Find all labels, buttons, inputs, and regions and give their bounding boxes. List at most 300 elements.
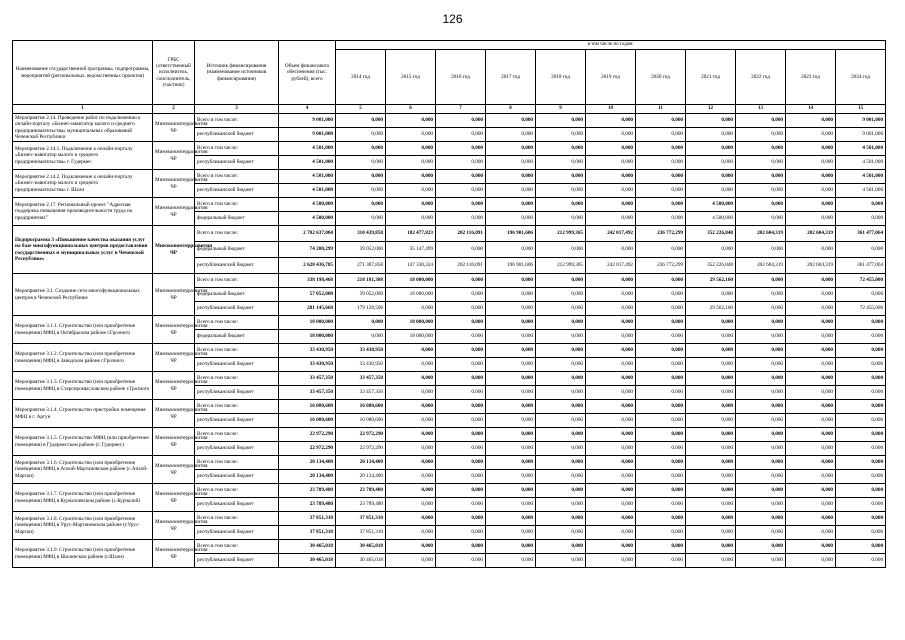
- year-amount: 33 430,950: [336, 344, 386, 358]
- year-amount: 0,000: [786, 242, 836, 258]
- row-title: Мероприятие 2.14. Проведение работ по подключению к онлайн-порталу «Бизнес-навигатор малого и среднего предпринимательства» муниципальных образований Чеченской Республики: [13, 114, 153, 142]
- year-amount: 0,000: [486, 242, 536, 258]
- column-number: 3: [195, 105, 279, 114]
- year-amount: 212 999,365: [536, 226, 586, 242]
- funding-source: республиканский бюджет: [195, 498, 279, 512]
- funding-source: республиканский бюджет: [195, 442, 279, 456]
- year-amount: 0,000: [636, 358, 686, 372]
- row-grbs: Минэкономтерразвития ЧР: [153, 226, 195, 274]
- year-amount: 0,000: [436, 316, 486, 330]
- year-amount: 0,000: [486, 554, 536, 568]
- year-amount: 0,000: [686, 170, 736, 184]
- year-amount: 0,000: [786, 470, 836, 484]
- year-amount: 0,000: [386, 498, 436, 512]
- row-grbs: Минэкономтерразвития ЧР: [153, 400, 195, 428]
- year-amount: 16 080,600: [336, 414, 386, 428]
- year-amount: 0,000: [486, 184, 536, 198]
- year-amount: 0,000: [836, 414, 886, 428]
- year-amount: 35 147,499: [386, 242, 436, 258]
- year-amount: 0,000: [486, 358, 536, 372]
- row-title: Подпрограмма 3 «Повышение качества оказания услуг на базе многофункциональных центров предоставления государственных и муниципальных услуг в Чеченской Республике»: [13, 226, 153, 274]
- year-amount: 0,000: [486, 128, 536, 142]
- page-number: 126: [442, 12, 463, 26]
- year-amount: 0,000: [736, 114, 786, 128]
- year-amount: 0,000: [586, 142, 636, 156]
- row-grbs: Минэкономтерразвития ЧР: [153, 344, 195, 372]
- year-amount: 0,000: [386, 428, 436, 442]
- table-row: [13, 456, 886, 470]
- year-amount: 0,000: [586, 428, 636, 442]
- year-amount: 0,000: [436, 142, 486, 156]
- funding-source: республиканский бюджет: [195, 526, 279, 540]
- year-amount: 0,000: [636, 512, 686, 526]
- year-amount: 0,000: [436, 498, 486, 512]
- year-amount: 23 789,480: [336, 498, 386, 512]
- year-amount: 0,000: [436, 288, 486, 302]
- year-amount: 72 455,000: [836, 274, 886, 288]
- year-amount: 0,000: [786, 456, 836, 470]
- row-title: Мероприятие 3.1.8. Строительство (или приобретение помещения) МФЦ в Урус-Мартановском районе (г.Урус-Мартан): [13, 512, 153, 540]
- total-amount: 4 500,000: [279, 212, 336, 226]
- year-amount: 0,000: [386, 554, 436, 568]
- year-amount: 0,000: [436, 358, 486, 372]
- year-amount: 0,000: [686, 242, 736, 258]
- year-amount: 0,000: [536, 456, 586, 470]
- year-amount: 179 128,508: [336, 302, 386, 316]
- year-amount: 0,000: [436, 114, 486, 128]
- year-amount: 4 501,000: [836, 184, 886, 198]
- table-row: [13, 142, 886, 156]
- year-amount: 0,000: [636, 302, 686, 316]
- year-amount: 0,000: [786, 484, 836, 498]
- year-amount: 9 001,000: [836, 114, 886, 128]
- column-number: 5: [336, 105, 386, 114]
- total-amount: 23 789,480: [279, 498, 336, 512]
- year-amount: 0,000: [836, 554, 886, 568]
- year-amount: 242 017,492: [586, 258, 636, 274]
- total-amount: 2 628 436,785: [279, 258, 336, 274]
- year-amount: 0,000: [536, 498, 586, 512]
- year-amount: 0,000: [436, 128, 486, 142]
- year-amount: 37 851,310: [336, 512, 386, 526]
- year-amount: 0,000: [386, 386, 436, 400]
- year-amount: 0,000: [686, 498, 736, 512]
- year-amount: 0,000: [536, 156, 586, 170]
- row-title: Мероприятие 3.1.5. Строительство МФЦ (или приобретение помещения) в Гудермесском районе (г. Гудермес): [13, 428, 153, 456]
- total-amount: 281 145,668: [279, 302, 336, 316]
- year-amount: 0,000: [386, 540, 436, 554]
- year-amount: 0,000: [386, 442, 436, 456]
- funding-source: Всего в том числе:: [195, 274, 279, 288]
- year-amount: 0,000: [586, 456, 636, 470]
- year-amount: 0,000: [486, 386, 536, 400]
- year-amount: 0,000: [736, 184, 786, 198]
- year-amount: 0,000: [786, 128, 836, 142]
- year-amount: 0,000: [536, 184, 586, 198]
- year-amount: 0,000: [636, 198, 686, 212]
- funding-source: федеральный бюджет: [195, 212, 279, 226]
- year-amount: 0,000: [386, 142, 436, 156]
- year-amount: 0,000: [586, 212, 636, 226]
- year-amount: 0,000: [836, 344, 886, 358]
- funding-source: республиканский бюджет: [195, 554, 279, 568]
- year-amount: 9 001,000: [836, 128, 886, 142]
- funding-source: республиканский бюджет: [195, 302, 279, 316]
- year-amount: 0,000: [586, 198, 636, 212]
- year-amount: 271 387,858: [336, 258, 386, 274]
- year-amount: 0,000: [736, 302, 786, 316]
- year-amount: 0,000: [436, 456, 486, 470]
- year-amount: 196 901,606: [486, 258, 536, 274]
- year-amount: 0,000: [786, 554, 836, 568]
- row-title: Мероприятие 2.14.2. Подключение к онлайн-порталу «Бизнес-навигатор малого и среднего предпринимательства» г. Шали: [13, 170, 153, 198]
- year-amount: 0,000: [586, 242, 636, 258]
- year-amount: 0,000: [536, 526, 586, 540]
- year-amount: 0,000: [786, 156, 836, 170]
- year-amount: 0,000: [536, 114, 586, 128]
- year-amount: 0,000: [836, 456, 886, 470]
- year-amount: 4 501,000: [836, 142, 886, 156]
- year-amount: 0,000: [586, 470, 636, 484]
- header-year: 2021 год: [686, 50, 736, 105]
- year-amount: 0,000: [786, 114, 836, 128]
- year-amount: 361 477,064: [836, 258, 886, 274]
- year-amount: 0,000: [336, 170, 386, 184]
- year-amount: 0,000: [686, 288, 736, 302]
- total-amount: 4 500,000: [279, 198, 336, 212]
- year-amount: 0,000: [486, 344, 536, 358]
- year-amount: 0,000: [786, 442, 836, 456]
- year-amount: 202 604,319: [786, 226, 836, 242]
- year-amount: 202 116,091: [436, 226, 486, 242]
- total-amount: 22 972,290: [279, 428, 336, 442]
- year-amount: 0,000: [536, 540, 586, 554]
- header-year: 2016 год: [436, 50, 486, 105]
- year-amount: 0,000: [636, 170, 686, 184]
- year-amount: 0,000: [836, 484, 886, 498]
- year-amount: 0,000: [386, 302, 436, 316]
- table-row: [13, 400, 886, 414]
- year-amount: 0,000: [586, 526, 636, 540]
- funding-source: Всего в том числе:: [195, 372, 279, 386]
- funding-source: республиканский бюджет: [195, 128, 279, 142]
- year-amount: 33 457,350: [336, 372, 386, 386]
- year-amount: 0,000: [386, 456, 436, 470]
- year-amount: 0,000: [686, 540, 736, 554]
- header-year-group: в том числе по годам:: [336, 41, 886, 50]
- year-amount: 0,000: [786, 414, 836, 428]
- year-amount: 0,000: [436, 526, 486, 540]
- row-grbs: Минэкономтерразвития ЧР: [153, 372, 195, 400]
- total-amount: 33 430,950: [279, 344, 336, 358]
- year-amount: 0,000: [686, 156, 736, 170]
- year-amount: 23 789,480: [336, 484, 386, 498]
- total-amount: 23 789,480: [279, 484, 336, 498]
- year-amount: 0,000: [636, 288, 686, 302]
- year-amount: 0,000: [486, 142, 536, 156]
- total-amount: 30 465,018: [279, 540, 336, 554]
- year-amount: 0,000: [536, 128, 586, 142]
- header-volume: Объем финансового обеспечения (тыс. рублей), всего: [279, 41, 336, 105]
- total-amount: 18 000,000: [279, 316, 336, 330]
- year-amount: 0,000: [336, 156, 386, 170]
- year-amount: 0,000: [736, 316, 786, 330]
- row-title: Мероприятие 3.1.9. Строительство (или приобретение помещения) МФЦ в Шалинском районе (г.Шали): [13, 540, 153, 568]
- total-amount: 16 080,600: [279, 400, 336, 414]
- year-amount: 39 052,000: [336, 242, 386, 258]
- year-amount: 0,000: [736, 442, 786, 456]
- row-grbs: Минэкономтерразвития ЧР: [153, 170, 195, 198]
- year-amount: 0,000: [436, 442, 486, 456]
- year-amount: 0,000: [686, 456, 736, 470]
- year-amount: 0,000: [436, 470, 486, 484]
- total-amount: 57 052,800: [279, 288, 336, 302]
- table-row: [13, 484, 886, 498]
- year-amount: 33 430,950: [336, 358, 386, 372]
- year-amount: 0,000: [536, 242, 586, 258]
- year-amount: 0,000: [436, 274, 486, 288]
- year-amount: 0,000: [686, 114, 736, 128]
- year-amount: 0,000: [336, 198, 386, 212]
- year-amount: 0,000: [536, 372, 586, 386]
- year-amount: 0,000: [336, 142, 386, 156]
- year-amount: 20 134,400: [336, 470, 386, 484]
- year-amount: 16 080,600: [336, 400, 386, 414]
- funding-source: Всего в том числе:: [195, 456, 279, 470]
- year-amount: 0,000: [336, 212, 386, 226]
- total-amount: 20 134,400: [279, 470, 336, 484]
- year-amount: 0,000: [586, 170, 636, 184]
- year-amount: 39 052,000: [336, 288, 386, 302]
- total-amount: 37 851,310: [279, 526, 336, 540]
- year-amount: 0,000: [686, 470, 736, 484]
- year-amount: 0,000: [836, 540, 886, 554]
- column-number: 4: [279, 105, 336, 114]
- year-amount: 0,000: [636, 498, 686, 512]
- funding-source: республиканский бюджет: [195, 184, 279, 198]
- year-amount: 0,000: [536, 484, 586, 498]
- year-amount: 0,000: [436, 302, 486, 316]
- year-amount: 0,000: [736, 330, 786, 344]
- year-amount: 0,000: [386, 400, 436, 414]
- year-amount: 0,000: [686, 554, 736, 568]
- year-amount: 0,000: [436, 184, 486, 198]
- year-amount: 30 465,018: [336, 554, 386, 568]
- row-grbs: Минэкономтерразвития ЧР: [153, 114, 195, 142]
- year-amount: 0,000: [786, 498, 836, 512]
- year-amount: 0,000: [786, 526, 836, 540]
- funding-source: республиканский бюджет: [195, 470, 279, 484]
- year-amount: 0,000: [586, 344, 636, 358]
- header-year: 2015 год: [386, 50, 436, 105]
- year-amount: 0,000: [586, 288, 636, 302]
- year-amount: 0,000: [586, 330, 636, 344]
- year-amount: 0,000: [436, 170, 486, 184]
- year-amount: 0,000: [536, 198, 586, 212]
- year-amount: 0,000: [736, 428, 786, 442]
- year-amount: 0,000: [836, 428, 886, 442]
- year-amount: 0,000: [736, 386, 786, 400]
- year-amount: 0,000: [836, 330, 886, 344]
- year-amount: 182 477,823: [386, 226, 436, 242]
- total-amount: 338 198,468: [279, 274, 336, 288]
- year-amount: 0,000: [536, 142, 586, 156]
- year-amount: 0,000: [636, 386, 686, 400]
- year-amount: 0,000: [636, 428, 686, 442]
- year-amount: 0,000: [436, 484, 486, 498]
- year-amount: 0,000: [486, 198, 536, 212]
- year-amount: 0,000: [386, 156, 436, 170]
- budget-table: [12, 40, 886, 568]
- year-amount: 0,000: [636, 554, 686, 568]
- total-amount: 20 134,400: [279, 456, 336, 470]
- year-amount: 0,000: [636, 330, 686, 344]
- year-amount: 0,000: [686, 386, 736, 400]
- year-amount: 0,000: [836, 198, 886, 212]
- year-amount: 0,000: [636, 372, 686, 386]
- year-amount: 0,000: [486, 512, 536, 526]
- year-amount: 0,000: [736, 274, 786, 288]
- year-amount: 18 000,000: [386, 274, 436, 288]
- column-number: 15: [836, 105, 886, 114]
- total-amount: 16 080,600: [279, 414, 336, 428]
- year-amount: 0,000: [536, 302, 586, 316]
- table-row: [13, 226, 886, 242]
- year-amount: 0,000: [786, 316, 836, 330]
- year-amount: 0,000: [686, 526, 736, 540]
- year-amount: 0,000: [386, 198, 436, 212]
- column-number: 13: [736, 105, 786, 114]
- year-amount: 0,000: [336, 128, 386, 142]
- year-amount: 0,000: [836, 512, 886, 526]
- year-amount: 0,000: [686, 316, 736, 330]
- year-amount: 0,000: [586, 414, 636, 428]
- year-amount: 0,000: [836, 212, 886, 226]
- year-amount: 202 604,319: [736, 258, 786, 274]
- year-amount: 196 901,606: [486, 226, 536, 242]
- year-amount: 0,000: [736, 484, 786, 498]
- year-amount: 0,000: [486, 498, 536, 512]
- total-amount: 4 501,000: [279, 142, 336, 156]
- funding-source: Всего в том числе:: [195, 540, 279, 554]
- year-amount: 0,000: [636, 400, 686, 414]
- year-amount: 0,000: [686, 142, 736, 156]
- row-grbs: Минэкономтерразвития ЧР: [153, 198, 195, 226]
- year-amount: 0,000: [786, 170, 836, 184]
- year-amount: 212 999,365: [536, 258, 586, 274]
- column-number: 12: [686, 105, 736, 114]
- year-amount: 0,000: [536, 288, 586, 302]
- year-amount: 202 604,319: [786, 258, 836, 274]
- year-amount: 0,000: [436, 242, 486, 258]
- funding-source: республиканский бюджет: [195, 358, 279, 372]
- year-amount: 218 181,308: [336, 274, 386, 288]
- year-amount: 0,000: [836, 526, 886, 540]
- year-amount: 0,000: [586, 540, 636, 554]
- year-amount: 22 972,290: [336, 442, 386, 456]
- year-amount: 0,000: [636, 128, 686, 142]
- year-amount: 0,000: [536, 554, 586, 568]
- year-amount: 18 000,000: [386, 330, 436, 344]
- header-year: 2017 год: [486, 50, 536, 105]
- year-amount: 0,000: [836, 386, 886, 400]
- year-amount: 0,000: [686, 484, 736, 498]
- year-amount: 0,000: [536, 330, 586, 344]
- total-amount: 33 457,350: [279, 372, 336, 386]
- year-amount: 0,000: [436, 414, 486, 428]
- year-amount: 0,000: [386, 184, 436, 198]
- year-amount: 0,000: [536, 274, 586, 288]
- year-amount: 352 226,848: [686, 226, 736, 242]
- header-year: 2014 год: [336, 50, 386, 105]
- year-amount: 0,000: [686, 330, 736, 344]
- year-amount: 0,000: [786, 302, 836, 316]
- year-amount: 0,000: [386, 114, 436, 128]
- funding-source: Всего в том числе:: [195, 142, 279, 156]
- funding-source: Всего в том числе:: [195, 428, 279, 442]
- year-amount: 0,000: [786, 212, 836, 226]
- year-amount: 0,000: [686, 372, 736, 386]
- year-amount: 0,000: [486, 302, 536, 316]
- year-amount: 4 500,000: [686, 198, 736, 212]
- year-amount: 0,000: [786, 512, 836, 526]
- year-amount: 0,000: [836, 288, 886, 302]
- year-amount: 0,000: [686, 344, 736, 358]
- year-amount: 0,000: [486, 526, 536, 540]
- funding-source: Всего в том числе:: [195, 316, 279, 330]
- table-row: [13, 428, 886, 442]
- year-amount: 0,000: [386, 512, 436, 526]
- column-number: 7: [436, 105, 486, 114]
- column-number: 1: [13, 105, 153, 114]
- year-amount: 0,000: [736, 212, 786, 226]
- table-row: [13, 316, 886, 330]
- year-amount: 0,000: [836, 470, 886, 484]
- year-amount: 0,000: [436, 554, 486, 568]
- column-number: 10: [586, 105, 636, 114]
- year-amount: 0,000: [586, 554, 636, 568]
- year-amount: 0,000: [636, 414, 686, 428]
- funding-source: Всего в том числе:: [195, 170, 279, 184]
- row-grbs: Минэкономтерразвития ЧР: [153, 316, 195, 344]
- year-amount: 236 772,299: [636, 226, 686, 242]
- year-amount: 0,000: [736, 198, 786, 212]
- total-amount: 4 501,000: [279, 170, 336, 184]
- row-grbs: Минэкономтерразвития ЧР: [153, 274, 195, 316]
- year-amount: 0,000: [436, 344, 486, 358]
- year-amount: 0,000: [386, 128, 436, 142]
- funding-source: федеральный бюджет: [195, 330, 279, 344]
- year-amount: 0,000: [636, 142, 686, 156]
- funding-source: республиканский бюджет: [195, 156, 279, 170]
- year-amount: 29 562,160: [686, 302, 736, 316]
- row-grbs: Минэкономтерразвития ЧР: [153, 540, 195, 568]
- funding-source: Всего в том числе:: [195, 344, 279, 358]
- year-amount: 0,000: [636, 316, 686, 330]
- funding-source: Всего в том числе:: [195, 512, 279, 526]
- year-amount: 22 972,290: [336, 428, 386, 442]
- funding-source: республиканский бюджет: [195, 258, 279, 274]
- year-amount: 0,000: [786, 386, 836, 400]
- year-amount: 0,000: [636, 442, 686, 456]
- funding-source: Всего в том числе:: [195, 400, 279, 414]
- year-amount: 0,000: [636, 456, 686, 470]
- row-title: Мероприятие 2.14.1. Подключение к онлайн-порталу «Бизнес-навигатор малого и среднего предпринимательства» г. Гудермес: [13, 142, 153, 170]
- year-amount: 202 604,319: [736, 226, 786, 242]
- year-amount: 0,000: [486, 540, 536, 554]
- year-amount: 0,000: [436, 540, 486, 554]
- year-amount: 0,000: [736, 400, 786, 414]
